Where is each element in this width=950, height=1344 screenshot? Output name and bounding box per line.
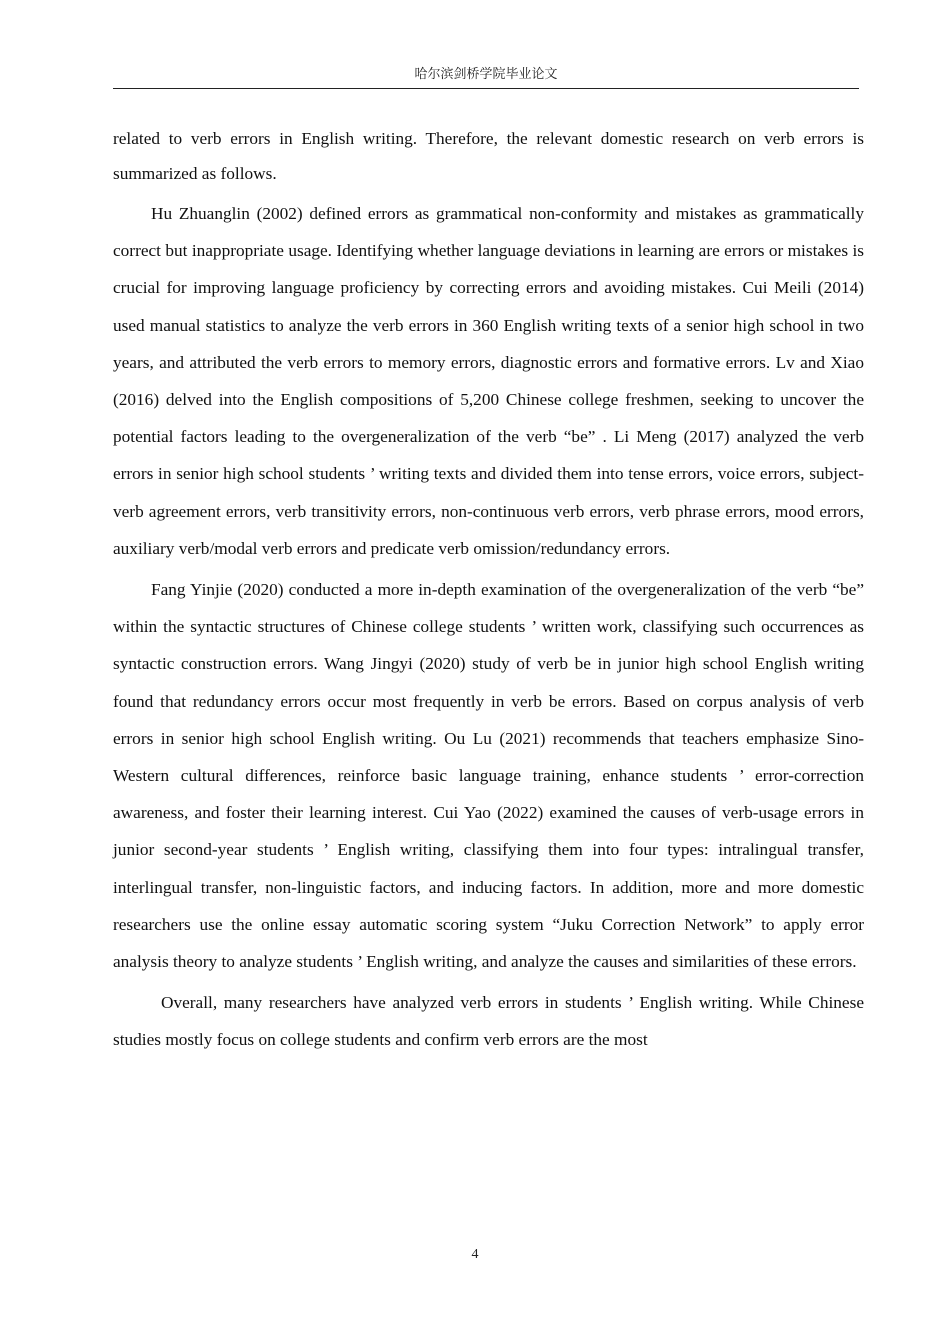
paragraph-overall: Overall, many researchers have analyzed verb errors in students ’ English writing. While Chinese studies mostly focus on college students and confirm verb errors are the most	[113, 993, 864, 1050]
paragraph-fang-yinjie: Fang Yinjie (2020) conducted a more in-depth examination of the overgeneralization of the verb “be” within the syntactic structures of Chinese college students ’ written work, classifying such occurrences as syntactic construction errors. Wang Jingyi (2020) study of verb be in junior high school English writing found that redundancy errors occur most frequently in verb be errors. Based on corpus analysis of verb errors in senior high school English writing. Ou Lu (2021) recommends that teachers emphasize Sino-Western cultural differences, reinforce basic language training, enhance students ’ error-correction awareness, and foster their learning interest. Cui Yao (2022) examined the causes of verb-usage errors in junior second-year students ’ English writing, classifying them into four types: intralingual transfer, interlingual transfer, non-linguistic factors, and inducing factors. In addition, more and more domestic researchers use the online essay automatic scoring system “Juku Correction Network” to apply error analysis theory to analyze students ’ English writing, and analyze the causes and similarities of these errors.	[113, 580, 864, 972]
body-text	[113, 122, 864, 1059]
running-header: 哈尔滨剑桥学院毕业论文	[414, 67, 558, 82]
page-number: 4	[471, 1247, 479, 1262]
paragraph-hu-zhuanglin: Hu Zhuanglin (2002) defined errors as grammatical non-conformity and mistakes as grammatically correct but inappropriate usage. Identifying whether language deviations in learning are errors or mistakes is crucial for improving language proficiency by correcting errors and avoiding mistakes. Cui Meili (2014) used manual statistics to analyze the verb errors in 360 English writing texts of a senior high school in two years, and attributed the verb errors to memory errors, diagnostic errors and formative errors. Lv and Xiao (2016) delved into the English compositions of 5,200 Chinese college freshmen, seeking to uncover the potential factors leading to the overgeneralization of the verb “be” . Li Meng (2017) analyzed the verb errors in senior high school students ’ writing texts and divided them into tense errors, voice errors, subject-verb agreement errors, verb transitivity errors, non-continuous verb errors, verb phrase errors, mood errors, auxiliary verb/modal verb errors and predicate verb omission/redundancy errors.	[113, 204, 864, 558]
header-rule	[113, 88, 859, 89]
paragraph-continuation: related to verb errors in English writing. Therefore, the relevant domestic research on verb errors is summarized as follows.	[113, 129, 864, 183]
